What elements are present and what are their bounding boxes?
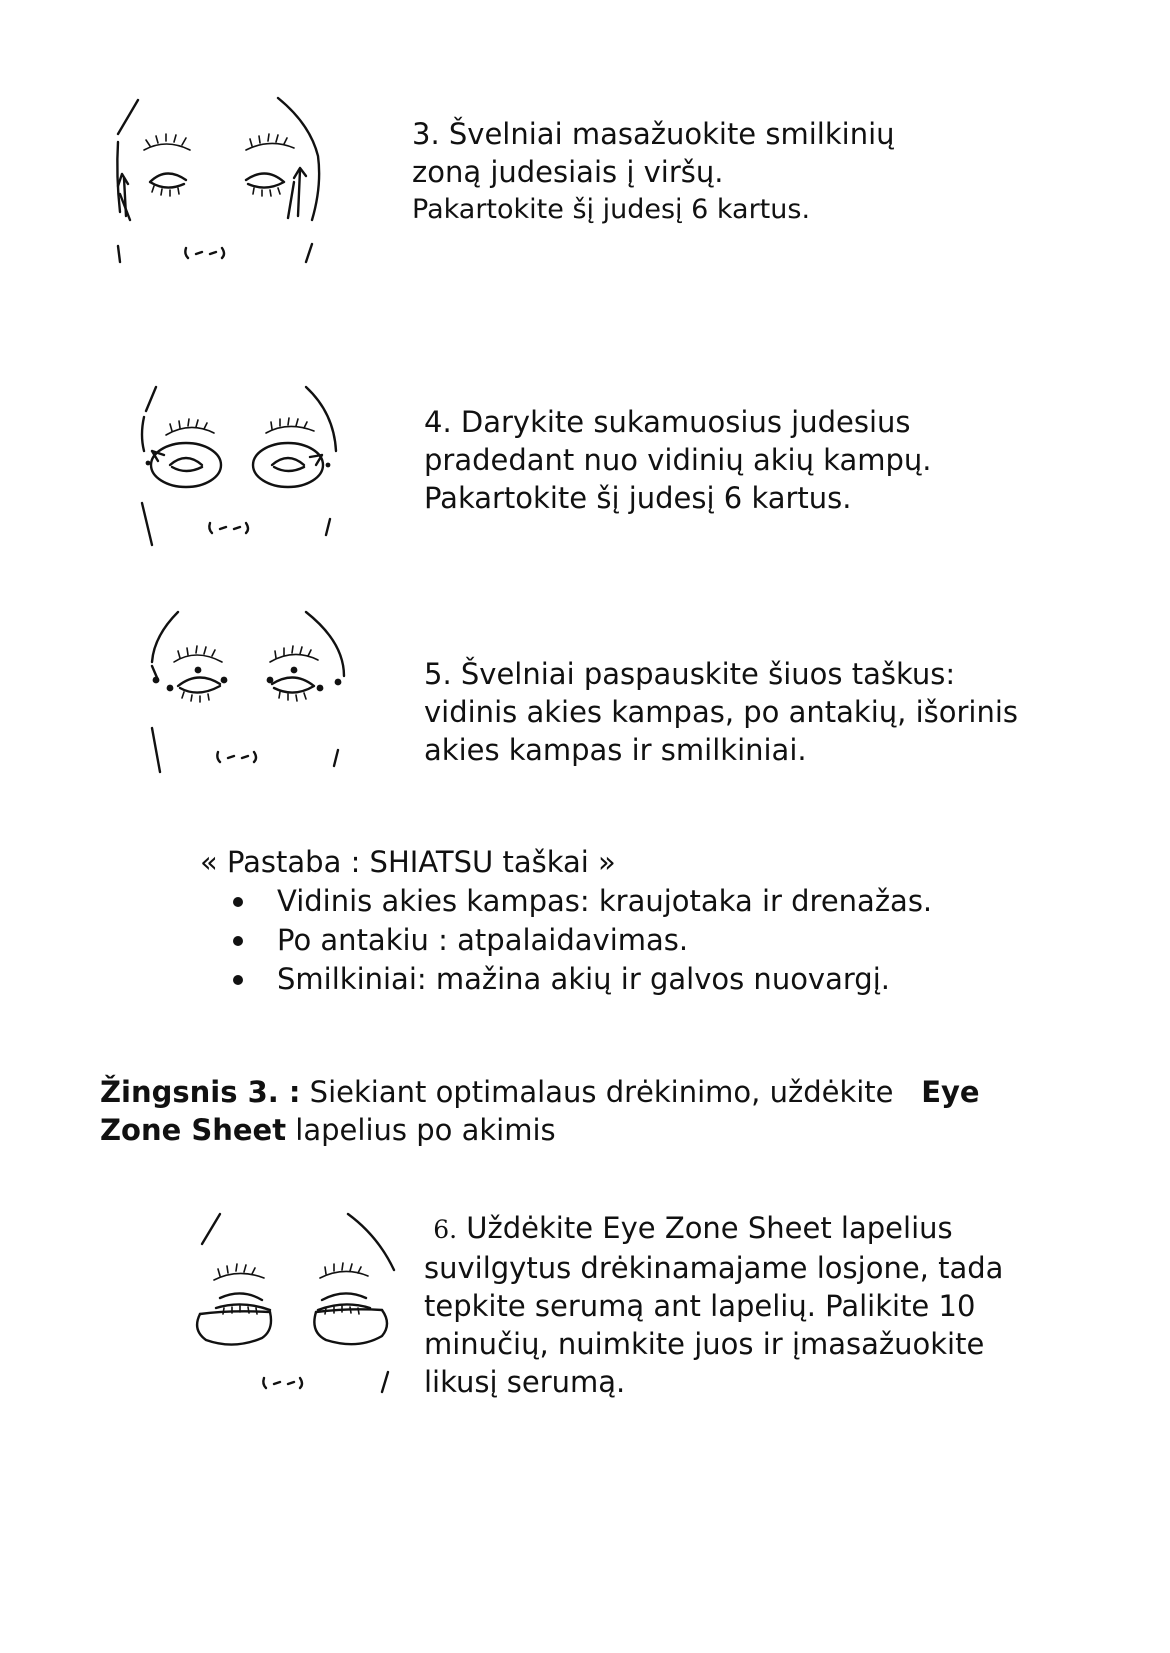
step-5-number: 5. (424, 657, 452, 691)
shiatsu-note (200, 843, 932, 999)
step-3-number: 3. (412, 117, 440, 151)
face-temple-massage-icon (116, 96, 326, 276)
step-3-line-2: zoną judesiais į viršų. (412, 155, 724, 189)
step-3-line-1-text: Švelniai masažuokite smilkinių (448, 117, 895, 151)
step-3-text (412, 115, 895, 229)
step-6-text (424, 1209, 1003, 1401)
step-5-line-1 (424, 655, 1018, 693)
stage-product-b: Zone Sheet (100, 1113, 287, 1147)
stage-text-2: lapelius po akimis (286, 1113, 556, 1147)
step-4-line-1-text: Darykite sukamuosius judesius (460, 405, 911, 439)
step-6-line-2: suvilgytus drėkinamajame losjone, tada (424, 1251, 1004, 1285)
step-5-line-3: akies kampas ir smilkiniai. (424, 733, 807, 767)
stage-heading-line-1 (100, 1073, 980, 1111)
step-5-text (424, 655, 1018, 769)
step-3-repeat: Pakartokite šį judesį 6 kartus. (412, 194, 811, 225)
step-4-text (424, 403, 931, 517)
face-circular-motion-icon (138, 385, 348, 560)
face-pressure-points-icon (148, 610, 358, 785)
stage-heading (100, 1073, 980, 1149)
step-5-line-2: vidinis akies kampas, po antakių, išorinis (424, 695, 1019, 729)
note-title: « Pastaba : SHIATSU taškai » (200, 845, 616, 879)
list-item: Po antakiu : atpalaidavimas. (200, 921, 932, 960)
stage-heading-line-2 (100, 1111, 980, 1149)
step-6-line-1 (424, 1209, 1003, 1249)
step-3-line-1 (412, 115, 895, 153)
step-4-line-1 (424, 403, 931, 441)
stage-product-a: Eye (921, 1075, 980, 1109)
step-6-line-1-text: Uždėkite Eye Zone Sheet lapelius (466, 1211, 953, 1245)
list-item: Smilkiniai: mažina akių ir galvos nuovargį. (200, 960, 932, 999)
list-item: Vidinis akies kampas: kraujotaka ir drenažas. (200, 882, 932, 921)
face-eye-sheet-icon (190, 1212, 400, 1392)
stage-text-1: Siekiant optimalaus drėkinimo, uždėkite (300, 1075, 903, 1109)
step-4-line-2: pradedant nuo vidinių akių kampų. (424, 443, 932, 477)
step-6-number: 6. (433, 1215, 458, 1244)
step-6-line-5: likusį serumą. (424, 1365, 626, 1399)
step-4-number: 4. (424, 405, 452, 439)
step-6-line-4: minučių, nuimkite juos ir įmasažuokite (424, 1327, 985, 1361)
note-list (200, 882, 932, 999)
stage-label: Žingsnis 3. : (100, 1075, 301, 1109)
step-4-line-3: Pakartokite šį judesį 6 kartus. (424, 481, 852, 515)
step-6-line-3: tepkite serumą ant lapelių. Palikite 10 (424, 1289, 976, 1323)
step-5-line-1-text: Švelniai paspauskite šiuos taškus: (460, 657, 956, 691)
